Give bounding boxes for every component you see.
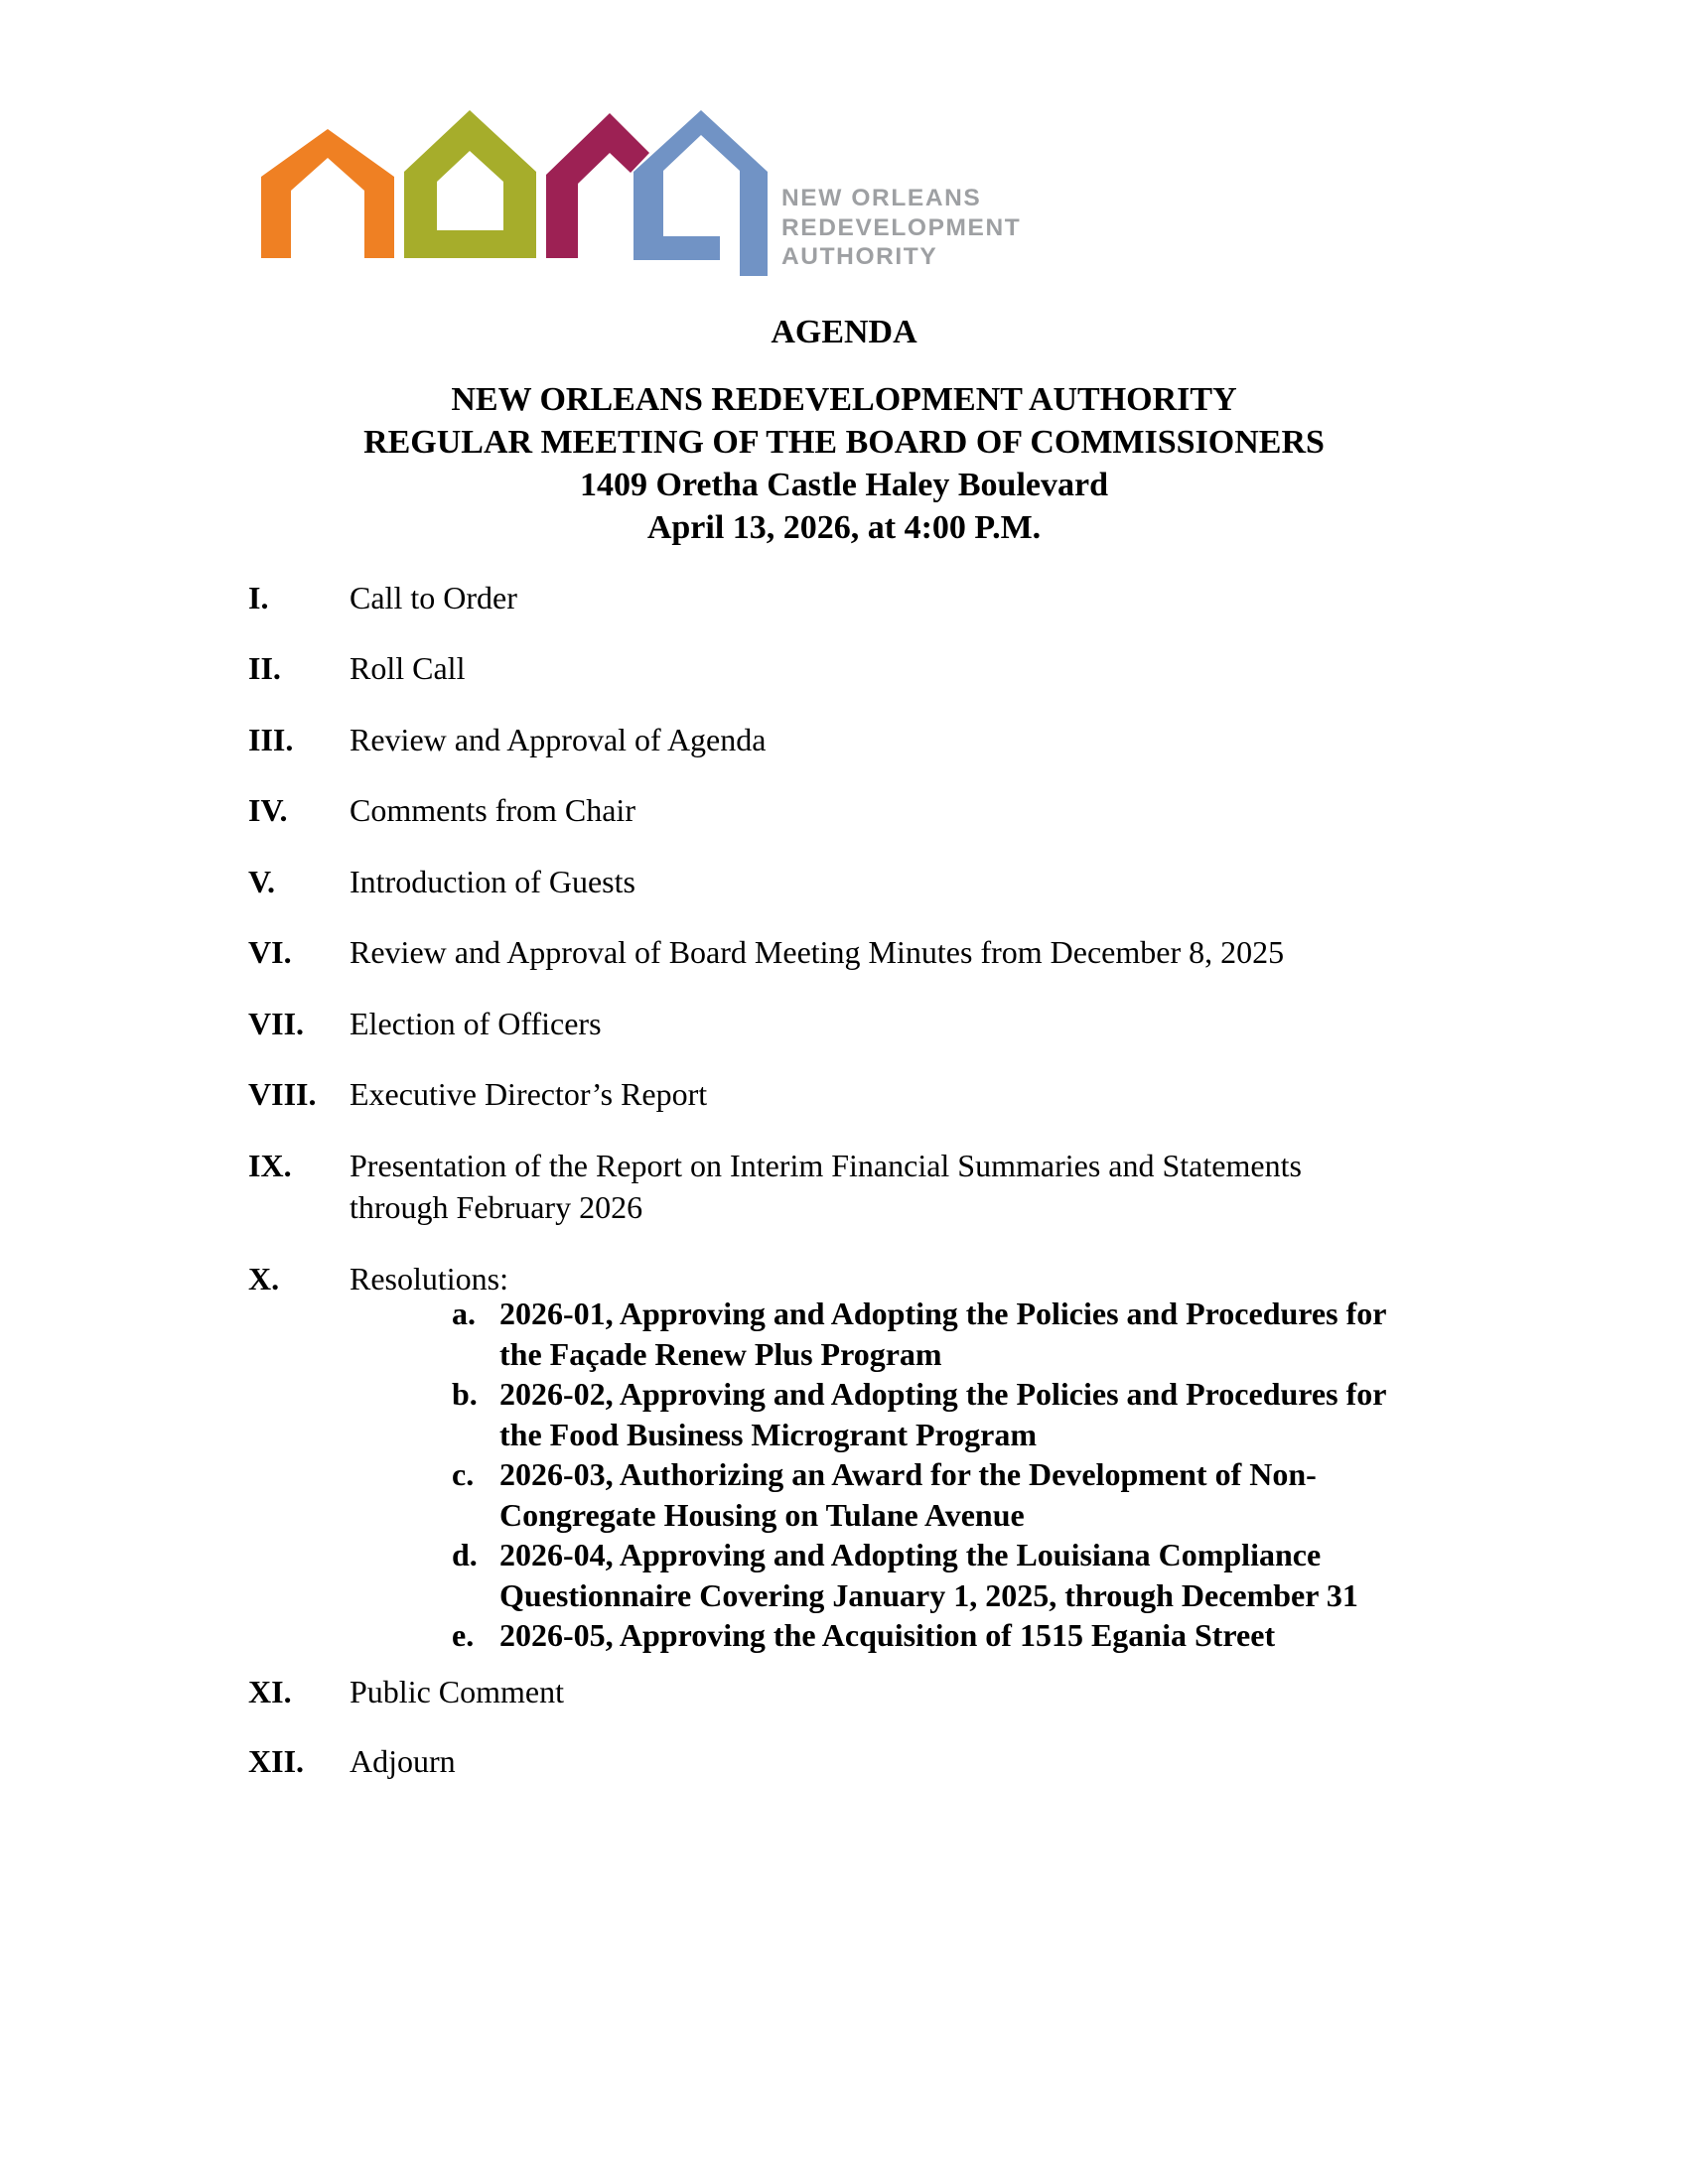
nora-logo	[246, 107, 773, 278]
resolution-letter: e.	[452, 1617, 475, 1653]
resolution-text: 2026-05, Approving the Acquisition of 1515 Egania Street	[499, 1617, 1276, 1653]
resolution-text: the Façade Renew Plus Program	[499, 1336, 942, 1372]
resolution-letter: b.	[452, 1376, 478, 1412]
logo-wordmark-line: REDEVELOPMENT	[781, 213, 1022, 241]
logo-house-a	[633, 110, 768, 276]
agenda-item-text: Public Comment	[350, 1674, 564, 1709]
resolution-text: Congregate Housing on Tulane Avenue	[499, 1497, 1025, 1533]
agenda-item-number: VI.	[248, 934, 292, 970]
agenda-item-text: Resolutions:	[350, 1261, 509, 1297]
resolution-letter: c.	[452, 1456, 475, 1492]
agenda-item-text: Comments from Chair	[350, 792, 635, 828]
resolution-text: 2026-01, Approving and Adopting the Policies and Procedures for	[499, 1296, 1387, 1331]
logo-house-o	[404, 110, 536, 258]
agenda-item-2	[248, 647, 465, 689]
agenda-item-text: Review and Approval of Board Meeting Minutes from December 8, 2025	[350, 934, 1285, 970]
resolution-text: 2026-04, Approving and Adopting the Louisiana Compliance	[499, 1537, 1322, 1572]
agenda-item-12	[248, 1740, 456, 1782]
resolution-letter: a.	[452, 1296, 476, 1331]
resolution-text: 2026-03, Authorizing an Award for the Development of Non-	[499, 1456, 1317, 1492]
resolution-item-e	[452, 1615, 1275, 1656]
agenda-item-8	[248, 1073, 707, 1115]
agenda-item-3	[248, 719, 766, 760]
agenda-item-number: VIII.	[248, 1076, 317, 1112]
resolution-text: the Food Business Microgrant Program	[499, 1417, 1037, 1452]
agenda-item-number: II.	[248, 650, 281, 686]
agenda-item-1	[248, 577, 517, 618]
agenda-item-number: I.	[248, 580, 269, 615]
agenda-item-text: Presentation of the Report on Interim Financial Summaries and Statements	[350, 1148, 1302, 1183]
meeting-title-line: April 13, 2026, at 4:00 P.M.	[646, 509, 1042, 546]
logo-house-n	[261, 129, 394, 258]
meeting-title-block	[0, 378, 1688, 549]
document-title: AGENDA	[771, 314, 917, 350]
agenda-item-4	[248, 789, 635, 831]
logo-wordmark	[781, 184, 1021, 272]
resolution-letter: d.	[452, 1537, 478, 1572]
resolution-text: Questionnaire Covering January 1, 2025, through December 31	[499, 1577, 1358, 1613]
agenda-item-text: Roll Call	[350, 650, 466, 686]
resolution-item-b	[452, 1374, 1386, 1455]
agenda-item-number: XII.	[248, 1743, 305, 1779]
agenda-item-text: Call to Order	[350, 580, 517, 615]
agenda-item-9	[248, 1145, 1302, 1228]
agenda-item-number: V.	[248, 864, 275, 899]
agenda-item-text: Election of Officers	[350, 1006, 602, 1041]
meeting-title-line: NEW ORLEANS REDEVELOPMENT AUTHORITY	[451, 381, 1237, 418]
agenda-item-number: X.	[248, 1261, 280, 1297]
agenda-item-number: XI.	[248, 1674, 292, 1709]
agenda-item-text: Adjourn	[350, 1743, 456, 1779]
agenda-item-text: through February 2026	[350, 1189, 643, 1225]
meeting-title-line: REGULAR MEETING OF THE BOARD OF COMMISSIONERS	[363, 424, 1325, 461]
agenda-item-number: IV.	[248, 792, 288, 828]
resolution-item-d	[452, 1535, 1358, 1616]
resolution-text: 2026-02, Approving and Adopting the Policies and Procedures for	[499, 1376, 1387, 1412]
resolution-item-a	[452, 1294, 1386, 1375]
agenda-item-text: Introduction of Guests	[350, 864, 635, 899]
agenda-item-text: Executive Director’s Report	[350, 1076, 708, 1112]
agenda-item-number: VII.	[248, 1006, 305, 1041]
agenda-item-5	[248, 861, 635, 902]
resolution-item-c	[452, 1454, 1317, 1536]
logo-wordmark-line: AUTHORITY	[781, 243, 938, 270]
meeting-title-line: 1409 Oretha Castle Haley Boulevard	[580, 467, 1108, 503]
agenda-item-6	[248, 931, 1284, 973]
agenda-item-7	[248, 1003, 602, 1044]
agenda-item-number: IX.	[248, 1148, 292, 1183]
agenda-item-11	[248, 1671, 564, 1712]
logo-wordmark-line: NEW ORLEANS	[781, 185, 982, 211]
agenda-item-text: Review and Approval of Agenda	[350, 722, 767, 757]
agenda-item-number: III.	[248, 722, 294, 757]
